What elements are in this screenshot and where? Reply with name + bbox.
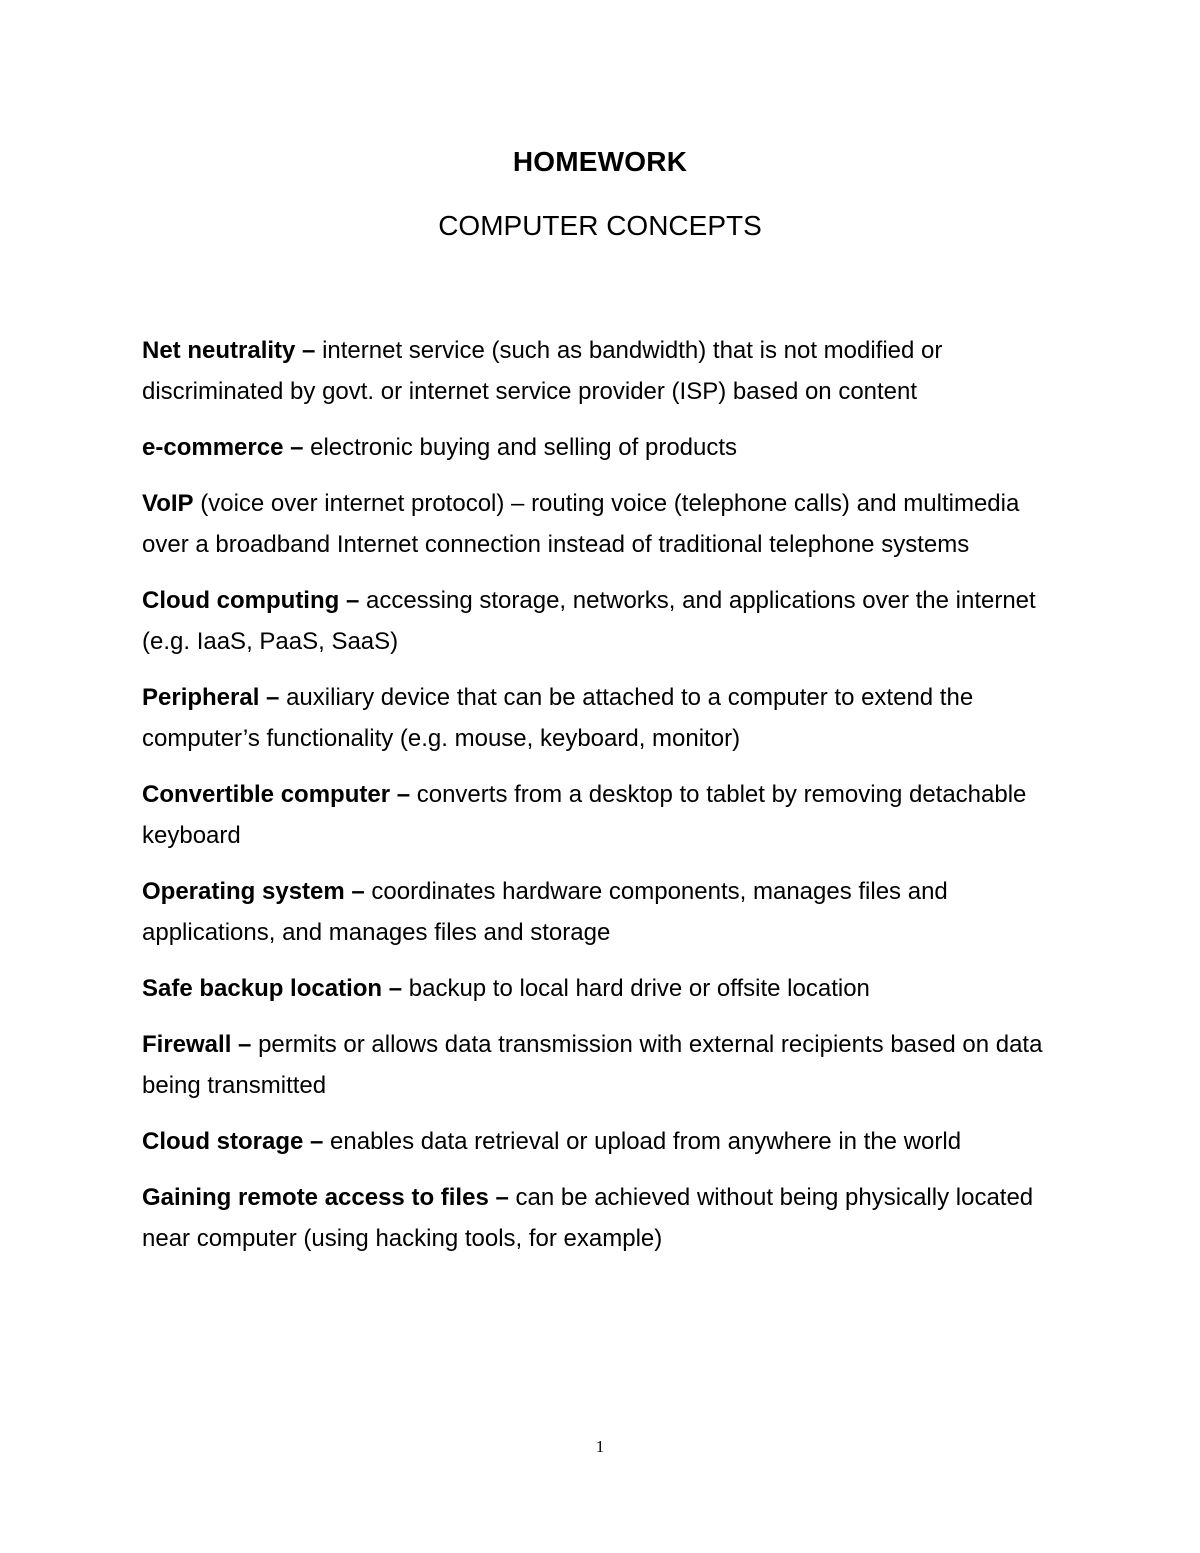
term-entry	[142, 483, 1062, 565]
term-name: Operating system	[142, 878, 345, 905]
term-entry	[142, 427, 1062, 468]
term-name: Gaining remote access to files	[142, 1184, 489, 1211]
term-definition: auxiliary device that can be attached to a computer to extend the computer’s functionality (e.g. mouse, keyboard, monitor)	[142, 684, 974, 752]
term-name: Cloud computing	[142, 587, 340, 614]
term-definition: can be achieved without being physically located near computer (using hacking tools, for example)	[142, 1184, 1034, 1252]
term-definition: backup to local hard drive or offsite location	[408, 975, 870, 1002]
term-definition: accessing storage, networks, and applications over the internet (e.g. IaaS, PaaS, SaaS)	[142, 587, 1036, 655]
term-dash: –	[504, 490, 532, 517]
term-dash: –	[303, 1128, 331, 1155]
page-number: 1	[595, 1437, 605, 1456]
term-name: Cloud storage	[142, 1128, 304, 1155]
term-name: Peripheral	[142, 684, 260, 711]
term-dash: –	[259, 684, 287, 711]
term-definition: routing voice (telephone calls) and multimedia over a broadband Internet connection instead of traditional telephone systems	[142, 490, 1020, 558]
term-name: Convertible computer	[142, 781, 391, 808]
term-dash: –	[390, 781, 417, 808]
term-dash: –	[344, 878, 372, 905]
term-entry	[142, 580, 1062, 662]
term-dash: –	[339, 587, 366, 614]
term-entry	[142, 677, 1062, 759]
term-entry	[142, 774, 1062, 856]
term-entry	[142, 1121, 1062, 1162]
term-suffix: (voice over internet protocol)	[193, 490, 505, 517]
term-definition: coordinates hardware components, manages files and applications, and manages files and storage	[142, 878, 948, 946]
term-definition: permits or allows data transmission with external recipients based on data being transmitted	[142, 1031, 1043, 1099]
term-name: VoIP	[142, 490, 194, 517]
term-definition: enables data retrieval or upload from anywhere in the world	[330, 1128, 962, 1155]
term-dash: –	[231, 1031, 259, 1058]
term-dash: –	[382, 975, 409, 1002]
document-subtitle: COMPUTER CONCEPTS	[438, 210, 762, 241]
term-name: Safe backup location	[142, 975, 383, 1002]
term-dash: –	[283, 434, 311, 461]
term-name: e-commerce	[142, 434, 284, 461]
term-definition: internet service (such as bandwidth) that is not modified or discriminated by govt. or internet service provider (ISP) based on content	[142, 337, 943, 405]
terms-list	[142, 330, 1062, 1274]
term-entry	[142, 1024, 1062, 1106]
term-name: Firewall	[142, 1031, 232, 1058]
term-definition: converts from a desktop to tablet by removing detachable keyboard	[142, 781, 1027, 849]
term-entry	[142, 968, 1062, 1009]
term-entry	[142, 871, 1062, 953]
term-entry	[142, 1177, 1062, 1259]
term-entry	[142, 330, 1062, 412]
term-name: Net neutrality	[142, 337, 296, 364]
term-definition: electronic buying and selling of products	[310, 434, 738, 461]
term-dash: –	[295, 337, 323, 364]
document-title: HOMEWORK	[512, 146, 688, 177]
term-dash: –	[488, 1184, 516, 1211]
